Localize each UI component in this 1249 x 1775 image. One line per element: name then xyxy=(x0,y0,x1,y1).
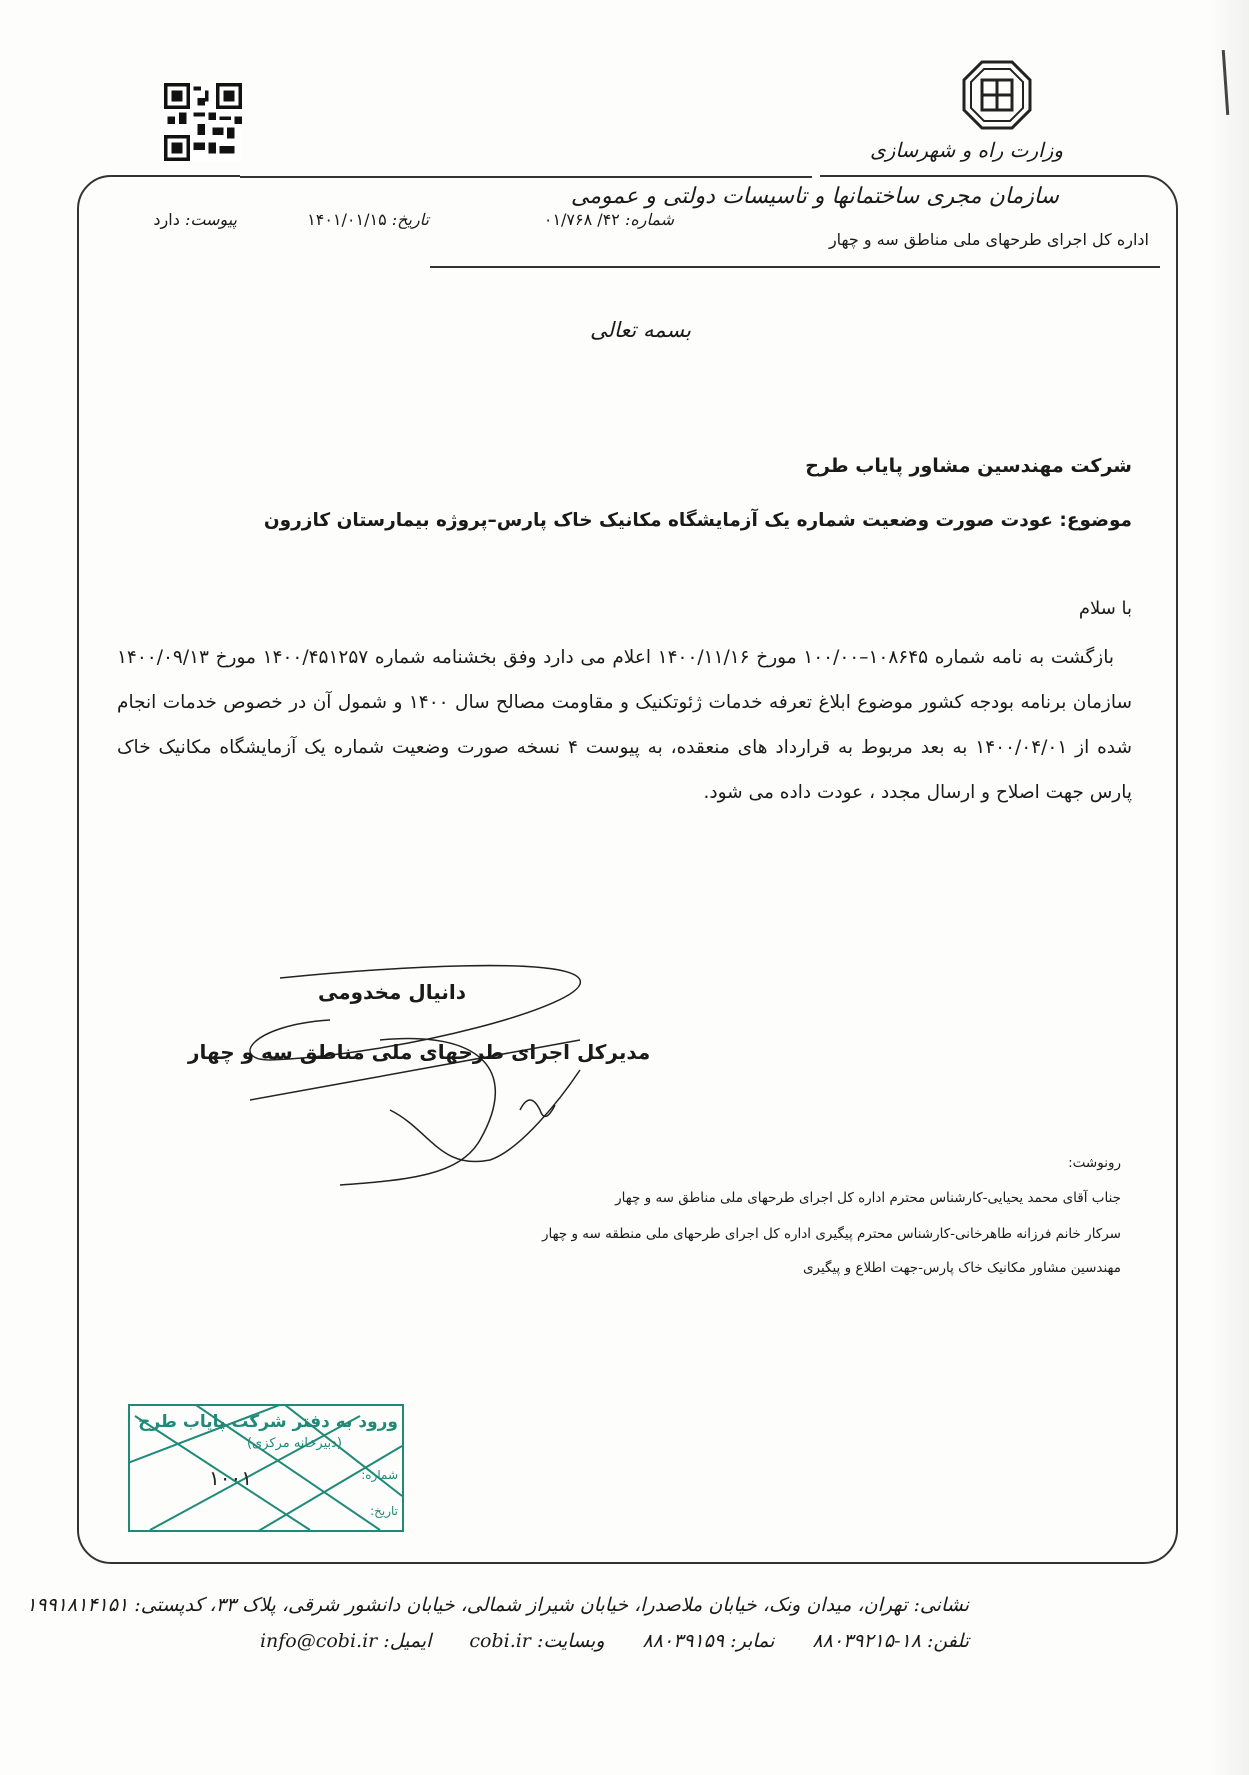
letter-date xyxy=(307,210,429,229)
footer-fax: نمابر: ۸۸۰۳۹۱۵۹ xyxy=(642,1630,775,1652)
footer-website[interactable]: وبسایت: cobi.ir xyxy=(469,1630,605,1652)
subject: موضوع: عودت صورت وضعیت شماره یک آزمایشگاه مکانیک خاک پارس–پروژه بیمارستان کازرون xyxy=(263,510,1132,531)
cc-item: سرکار خانم فرزانه طاهرخانی-کارشناس محترم پیگیری اداره کل اجرای طرحهای ملی منطقه سه و چهار xyxy=(542,1226,1121,1242)
signatory-name: دانیال مخدومی xyxy=(318,980,467,1004)
qr-code-icon xyxy=(164,83,242,161)
letter-number-label: شماره: xyxy=(624,210,674,229)
attachment-value: دارد xyxy=(153,210,180,229)
footer-email[interactable]: ایمیل: info@cobi.ir xyxy=(259,1630,432,1652)
organization-name: سازمان مجری ساختمانها و تاسیسات دولتی و عمومی xyxy=(570,184,1059,209)
received-stamp xyxy=(128,1404,404,1532)
invocation: بسمه تعالی xyxy=(590,318,691,342)
footer-address: نشانی: تهران، میدان ونک، خیابان ملاصدرا، خیابان شیراز شمالی، خیابان دانشور شرقی، پلاک ۳۳، کدپستی: ۱۹۹۱۸۱۴۱۵۱ xyxy=(26,1594,969,1616)
cc-label: رونوشت: xyxy=(1068,1155,1121,1171)
stamp-title: ورود به دفتر شرکت پایاب طرح xyxy=(138,1412,398,1432)
greeting: با سلام xyxy=(1078,598,1132,619)
cc-item: مهندسین مشاور مکانیک خاک پارس-جهت اطلاع و پیگیری xyxy=(802,1260,1121,1276)
letter-date-value: ۱۴۰۱/۰۱/۱۵ xyxy=(307,210,387,229)
ministry-name: وزارت راه و شهرسازی xyxy=(870,138,1063,162)
stamp-date-label: تاریخ: xyxy=(370,1504,398,1518)
letter-frame xyxy=(77,175,1178,1564)
ministry-emblem-icon xyxy=(962,60,1032,130)
letter-number-value: ۴۲/ ۰۱/۷۶۸ xyxy=(543,210,620,229)
stamp-number-label: شماره: xyxy=(361,1468,398,1482)
frame-top-line xyxy=(240,176,812,178)
header-divider xyxy=(430,266,1160,268)
letter-body: بازگشت به نامه شماره ۱۰۸۶۴۵–۱۰۰/۰۰ مورخ ۱۴۰۰/۱۱/۱۶ اعلام می دارد وفق بخشنامه شماره ۱۴۰۰/۴۵۱۲۵۷ مورخ ۱۴۰۰/۰۹/۱۳ سازمان برنامه بودجه کشور موضوع ابلاغ تعرفه خدمات ژئوتکنیک و مقاومت مصالح سال ۱۴۰۰ و شمول آن در خصوص خدمات انجام شده از ۱۴۰۰/۰۴/۰۱ به بعد مربوط به قرارداد های منعقده، به پیوست ۴ نسخه صورت وضعیت شماره یک آزمایشگاه مکانیک خاک پارس جهت اصلاح و ارسال مجدد ، عودت داده می شود. xyxy=(117,647,1132,803)
department-name: اداره کل اجرای طرحهای ملی مناطق سه و چهار xyxy=(828,230,1149,249)
letter-date-label: تاریخ: xyxy=(391,210,429,229)
footer-phone: تلفن: ۱۸-۸۸۰۳۹۲۱۵ xyxy=(812,1630,969,1652)
footer-contacts xyxy=(260,1630,969,1652)
stamp-subtitle: (دبیرخانه مرکزی) xyxy=(246,1436,342,1451)
recipient: شرکت مهندسین مشاور پایاب طرح xyxy=(805,455,1132,477)
signatory-title: مدیرکل اجرای طرحهای ملی مناطق سه و چهار xyxy=(188,1040,651,1064)
scan-edge-shadow xyxy=(1209,0,1249,1775)
attachment-label: پیوست: xyxy=(184,210,237,229)
letter-attachment xyxy=(153,210,237,229)
stamp-number-value: ۱۰۰۱ xyxy=(209,1466,252,1490)
letter-number xyxy=(544,210,674,229)
cc-item: جناب آقای محمد یحیایی-کارشناس محترم اداره کل اجرای طرحهای ملی مناطق سه و چهار xyxy=(615,1190,1121,1206)
